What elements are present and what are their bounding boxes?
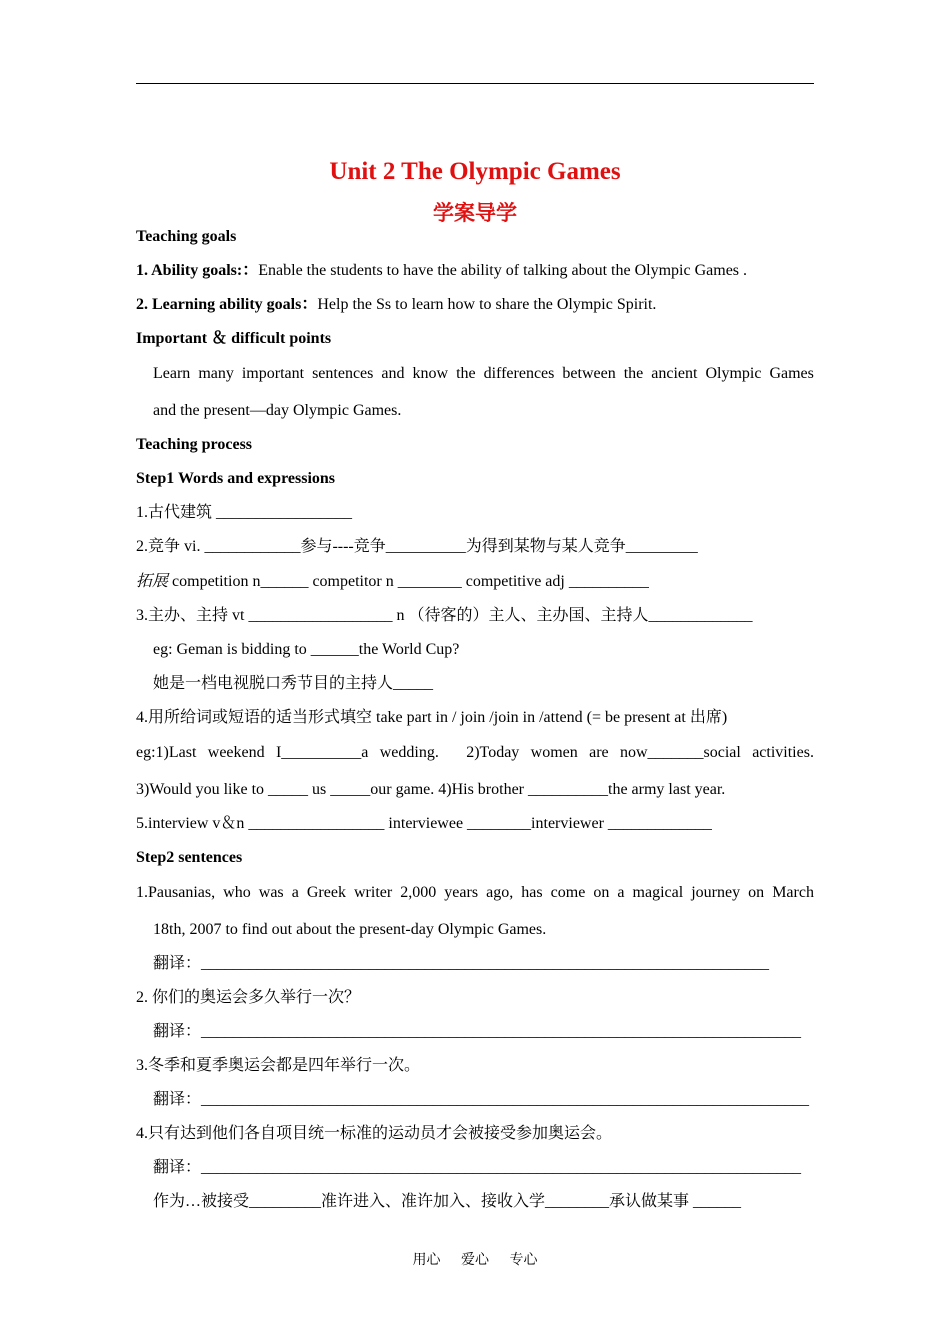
footer-word: 用心 — [412, 1252, 441, 1268]
step1-heading: Step1 Words and expressions — [136, 470, 336, 487]
example-word: women — [530, 744, 578, 761]
justified-word: magical — [632, 884, 684, 901]
justified-word: the — [623, 365, 644, 382]
justified-word: 2,000 — [400, 884, 437, 901]
example-word: wedding. — [379, 744, 439, 761]
page-footer — [0, 1249, 950, 1269]
example-word: 2)Today — [466, 744, 520, 761]
justified-word: who — [223, 884, 251, 901]
word-item-4-example — [136, 743, 814, 763]
ability-goals-line — [136, 261, 747, 281]
justified-word: and — [381, 365, 405, 382]
justified-word: Learn — [153, 365, 191, 382]
justified-word: Greek — [306, 884, 346, 901]
justified-word: on — [593, 884, 610, 901]
justified-word: know — [412, 365, 449, 382]
example-word: activities. — [752, 744, 814, 761]
document-subtitle: 学案导学 — [433, 201, 517, 225]
justified-word: ancient — [651, 365, 698, 382]
ability-goals-label: 1. Ability goals:： — [136, 262, 259, 279]
sentence-4-translation: 翻译：___________________________________________________________________________ — [153, 1159, 802, 1176]
justified-word: 1.Pausanias, — [136, 884, 216, 901]
word-item-5: 5.interview v＆n _________________ interviewee ________interviewer _____________ — [136, 815, 712, 832]
word-item-3: 3.主办、主持 vt __________________ n （待客的）主人、主办国、主持人_____________ — [136, 607, 753, 624]
word-item-3-chinese: 她是一档电视脱口秀节目的主持人_____ — [153, 675, 434, 692]
word-item-2: 2.竞争 vi. ____________参与----竞争__________为得到某物与某人竞争_________ — [136, 538, 698, 555]
sentence-3-translation: 翻译：____________________________________________________________________________ — [153, 1091, 810, 1108]
sentence-1-line-2: 18th, 2007 to find out about the present-day Olympic Games. — [153, 921, 547, 938]
document-title: Unit 2 The Olympic Games — [329, 158, 621, 185]
extension-text: competition n______ competitor n ________ competitive adj __________ — [168, 573, 649, 590]
justified-word: was — [258, 884, 284, 901]
justified-word: journey — [691, 884, 741, 901]
sentence-2: 2. 你们的奥运会多久举行一次？ — [136, 989, 361, 1006]
word-item-4: 4.用所给词或短语的适当形式填空 take part in / join /join in /attend (= be present at 出席) — [136, 709, 728, 726]
justified-word: a — [291, 884, 299, 901]
justified-word: many — [198, 365, 234, 382]
justified-word: a — [617, 884, 625, 901]
learning-goals-text: Help the Ss to learn how to share the Olympic Spirit. — [317, 296, 657, 313]
justified-word: has — [521, 884, 543, 901]
points-line-1 — [153, 364, 814, 384]
important-points-heading: Important ＆ difficult points — [136, 330, 332, 347]
sentence-1-line-1 — [136, 883, 814, 903]
extension-label: 拓展 — [136, 573, 169, 590]
justified-word: Olympic — [705, 365, 762, 382]
word-item-1: 1.古代建筑 _________________ — [136, 504, 353, 521]
teaching-goals-heading: Teaching goals — [136, 228, 237, 245]
justified-word: writer — [354, 884, 393, 901]
word-item-extension — [136, 572, 649, 592]
justified-word: come — [550, 884, 586, 901]
word-item-4-line-2: 3)Would you like to _____ us _____our game. 4)His brother __________the army last year. — [136, 781, 726, 798]
header-rule — [136, 83, 814, 84]
learning-goals-line — [136, 295, 656, 315]
justified-word: March — [772, 884, 814, 901]
justified-word: important — [241, 365, 305, 382]
learning-goals-label: 2. Learning ability goals： — [136, 296, 318, 313]
sentence-2-translation: 翻译：___________________________________________________________________________ — [153, 1023, 802, 1040]
footer-word: 爱心 — [461, 1252, 489, 1268]
sentence-1-translation: 翻译：_______________________________________________________________________ — [153, 955, 770, 972]
justified-word: on — [748, 884, 765, 901]
points-line-2: and the present—day Olympic Games. — [153, 402, 402, 419]
example-word: now_______social — [619, 744, 741, 761]
justified-word: years — [444, 884, 479, 901]
footer-word: 专心 — [509, 1252, 538, 1268]
justified-word: ago, — [486, 884, 514, 901]
example-word: eg:1)Last — [136, 744, 197, 761]
word-item-3-example: eg: Geman is bidding to ______the World Cup? — [153, 641, 460, 658]
example-word: weekend — [207, 744, 265, 761]
example-word: I__________a — [275, 744, 369, 761]
example-word: are — [589, 744, 609, 761]
sentence-4-vocabulary: 作为…被接受_________准许进入、准许加入、接收入学________承认做某事 ______ — [153, 1193, 742, 1210]
justified-word: the — [456, 365, 476, 382]
justified-word: Games — [769, 365, 814, 382]
justified-word: differences — [483, 365, 555, 382]
step2-heading: Step2 sentences — [136, 849, 243, 866]
justified-word: between — [562, 365, 616, 382]
ability-goals-text: Enable the students to have the ability of talking about the Olympic Games . — [258, 262, 748, 279]
sentence-4: 4.只有达到他们各自项目统一标准的运动员才会被接受参加奥运会。 — [136, 1125, 613, 1142]
sentence-3: 3.冬季和夏季奥运会都是四年举行一次。 — [136, 1057, 421, 1074]
teaching-process-heading: Teaching process — [136, 436, 253, 453]
justified-word: sentences — [312, 365, 374, 382]
